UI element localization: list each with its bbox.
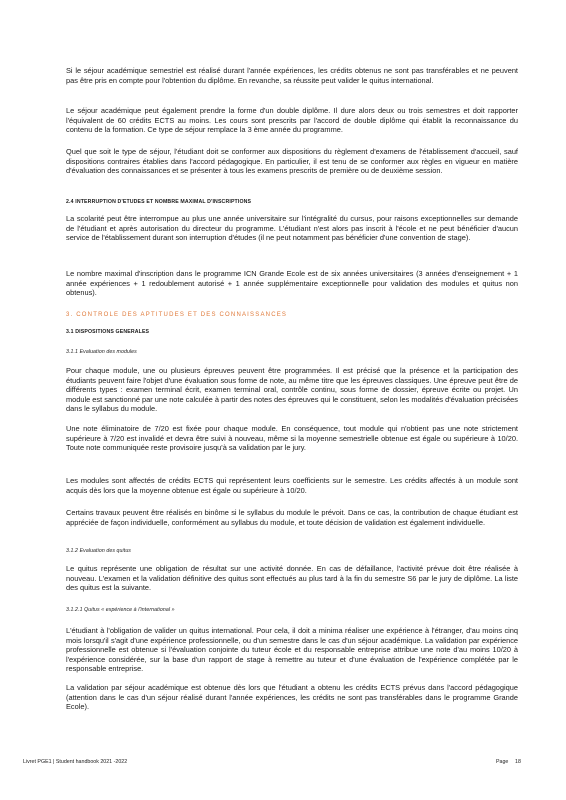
paragraph-academic-validation: La validation par séjour académique est obtenue dès lors que l'étudiant a obtenu les crédits ECTS prévus dans l'accord pédagogique (attention dans le cas d'un séjour réalisé durant l'année expériences, les crédits ne sont pas transférables dans le programme Grande Ecole).	[66, 683, 518, 711]
paragraph-module-evaluation: Pour chaque module, une ou plusieurs épreuves peuvent être programmées. Il est précisé que la présence et la participation des étudiants peuvent faire l'objet d'une évaluation sous forme de note, au même titre que les épreuves classiques. Une épreuve peut être de différents types : examen terminal écrit, examen terminal oral, contrôle continu, sous forme de dossier, épreuve écrite ou projet. Un module est sanctionné par une note calculée à partir des notes des épreuves qui le constituent, selon les modalités d'évaluation précisées dans le syllabus du module.	[66, 366, 518, 413]
paragraph-double-degree: Le séjour académique peut également prendre la forme d'un double diplôme. Il dure alors deux ou trois semestres et doit rapporter l'équivalent de 60 crédits ECTS au moins. Les cours sont prescrits par l'accord de double diplôme qui établit la reconnaissance du contenu de la formation. Ce type de séjour remplace la 3 ème année du programme.	[66, 106, 518, 134]
footer-title: Livret PGE1 | Student handbook 2021 -2022	[23, 759, 128, 765]
heading-quitus-evaluation: 3.1.2 Evaluation des quitus	[66, 548, 131, 554]
paragraph-semester-exchange: Si le séjour académique semestriel est réalisé durant l'année expériences, les crédits obtenus ne sont pas transférables et ne peuvent pas être pris en compte pour l'obtention du diplôme. En revanche, sa réussite peut valider le quitus international.	[66, 66, 518, 85]
footer-page-number: 18	[515, 759, 521, 765]
paragraph-international-quitus: L'étudiant à l'obligation de valider un quitus international. Pour cela, il doit a minima réaliser une expérience à l'étranger, d'au moins cinq mois lorsqu'il s'agit d'une expérience professionnelle, ou d'un semestre dans le cas d'un séjour académique. La validation par expérience professionnelle est obtenue si l'évaluation conjointe du tuteur école et du responsable entreprise attribue une note d'au moins 10/20 à l'expérience considérée, sur la base d'un rapport de stage à remettre au tuteur et d'une évaluation de l'expérience complétée par le responsable entreprise.	[66, 626, 518, 673]
footer-page-label: Page	[496, 759, 509, 765]
paragraph-quitus: Le quitus représente une obligation de résultat sur une activité donnée. En cas de défaillance, l'activité prévue doit être réalisée à nouveau. L'examen et la validation définitive des quitus sont effectués au plus tard à la fin du semestre S6 par le jury de diplôme. La liste des quitus est la suivante.	[66, 564, 518, 592]
heading-international-quitus: 3.1.2.1 Quitus « expérience à l'international »	[66, 607, 175, 613]
paragraph-ects-credits: Les modules sont affectés de crédits ECTS qui représentent leurs coefficients sur le semestre. Les crédits affectés à un module sont acquis dès lors que la moyenne obtenue est égale ou supérieure à 10/20.	[66, 476, 518, 495]
heading-general-provisions: 3.1 DISPOSITIONS GENERALES	[66, 329, 150, 335]
paragraph-group-work: Certains travaux peuvent être réalisés en binôme si le syllabus du module le prévoit. Dans ce cas, la contribution de chaque étudiant est appréciée de façon individuelle, conformément au syllabus du module, et toute décision de validation est également individuelle.	[66, 508, 518, 527]
paragraph-eliminatory-grade: Une note éliminatoire de 7/20 est fixée pour chaque module. En conséquence, tout module qui n'obtient pas une note strictement supérieure à 7/20 est invalidé et devra être suivi à nouveau, même si la moyenne semestrielle obtenue est égale ou supérieure à 10/20. Toute note communiquée reste provisoire jusqu'à sa validation par le jury.	[66, 424, 518, 452]
section-heading-control: 3. CONTROLE DES APTITUDES ET DES CONNAISSANCES	[66, 312, 288, 318]
heading-module-evaluation: 3.1.1 Evaluation des modules	[66, 349, 137, 355]
paragraph-host-rules: Quel que soit le type de séjour, l'étudiant doit se conformer aux dispositions du règlement d'examens de l'établissement d'accueil, sauf dispositions contraires établies dans l'accord pédagogique. En particulier, il est tenu de se conformer aux règles en vigueur en matière d'évaluation des connaissances et se présenter à tous les examens prescrits de première ou de deuxième session.	[66, 147, 518, 175]
paragraph-interruption: La scolarité peut être interrompue au plus une année universitaire sur l'intégralité du cursus, pour raisons exceptionnelles sur demande de l'étudiant et après autorisation du directeur du programme. L'étudiant n'est alors pas inscrit à l'école et ne peut bénéficier d'aucun service de l'établissement durant son interruption d'études (il ne peut notamment pas bénéficier d'une convention de stage).	[66, 214, 518, 242]
paragraph-max-enrolment: Le nombre maximal d'inscription dans le programme ICN Grande Ecole est de six années universitaires (3 années d'enseignement + 1 année expériences + 1 redoublement autorisé + 1 année supplémentaire exceptionnelle pour validation des modules et quitus non obtenus).	[66, 269, 518, 297]
heading-interruption: 2.4 INTERRUPTION D'ETUDES ET NOMBRE MAXIMAL D'INSCRIPTIONS	[66, 199, 252, 205]
